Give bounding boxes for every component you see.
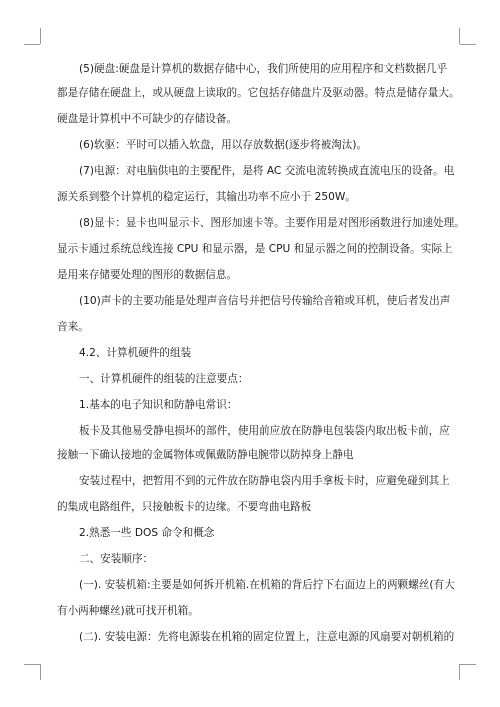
crop-mark-top-right-vertical xyxy=(459,28,460,44)
text-line: 有小两种螺丝)就可找开机箱。 xyxy=(57,605,199,617)
text-line: 显示卡通过系统总线连接 CPU 和显示器，是 CPU 和显示器之间的控制设备。实际上 xyxy=(57,243,453,255)
crop-mark-top-left-vertical xyxy=(40,28,41,44)
crop-mark-bottom-right-horizontal xyxy=(460,664,476,665)
crop-mark-bottom-left-horizontal xyxy=(24,664,40,665)
crop-mark-bottom-right-vertical xyxy=(459,664,460,680)
text-line: 都是存储在硬盘上，或从硬盘上读取的。它包括存储盘片及驱动器。特点是储存量大。 xyxy=(57,87,460,99)
text-line: (5)硬盘:硬盘是计算机的数据存储中心，我们所使用的应用程序和文档数据几乎 xyxy=(79,63,448,75)
text-line: 的集成电路组件，只接触板卡的边缘。不要弯曲电路板 xyxy=(57,501,312,513)
text-line: (一). 安装机箱:主要是如何拆开机箱.在机箱的背后拧下右面边上的两颗螺丝(有大 xyxy=(79,579,455,591)
text-line: 源关系到整个计算机的稳定运行，其输出功率不应小于 250W。 xyxy=(57,191,356,203)
text-line: 板卡及其他易受静电损坏的部件，使用前应放在防静电包装袋内取出板卡前，应 xyxy=(79,425,450,437)
crop-mark-top-right-horizontal xyxy=(460,44,476,45)
text-line: 硬盘是计算机中不可缺少的存储设备。 xyxy=(57,113,238,125)
text-line: (二). 安装电源：先将电源装在机箱的固定位置上，注意电源的风扇要对朝机箱的 xyxy=(79,631,455,643)
text-line: 安装过程中，把暂用不到的元件放在防静电袋内用手拿板卡时，应避免碰到其上 xyxy=(79,475,450,487)
crop-mark-top-left-horizontal xyxy=(24,44,40,45)
subsection-heading: 2.熟悉一些 DOS 命令和概念 xyxy=(79,527,215,539)
text-line: 音来。 xyxy=(57,321,89,333)
text-line: 是用来存储要处理的图形的数据信息。 xyxy=(57,269,238,281)
text-line: (6)软驱：平时可以插入软盘，用以存放数据(逐步将被淘汰)。 xyxy=(79,139,368,151)
subsection-heading: 一、计算机硬件的组装的注意要点： xyxy=(79,373,249,385)
text-line: (10)声卡的主要功能是处理声音信号并把信号传输给音箱或耳机，使后者发出声 xyxy=(79,295,451,307)
section-heading: 4.2、计算机硬件的组装 xyxy=(79,347,192,359)
subsection-heading: 1.基本的电子知识和防静电常识： xyxy=(79,399,238,411)
crop-mark-bottom-left-vertical xyxy=(40,664,41,680)
text-line: (8)显卡：显卡也叫显示卡、图形加速卡等。主要作用是对图形函数进行加速处理。 xyxy=(79,217,465,229)
subsection-heading: 二、安装顺序： xyxy=(79,553,154,565)
text-line: (7)电源：对电脑供电的主要配件，是将 AC 交流电流转换成直流电压的设备。电 xyxy=(79,165,455,177)
text-line: 接触一下确认接地的金属物体或佩戴防静电腕带以防掉身上静电 xyxy=(57,449,354,461)
